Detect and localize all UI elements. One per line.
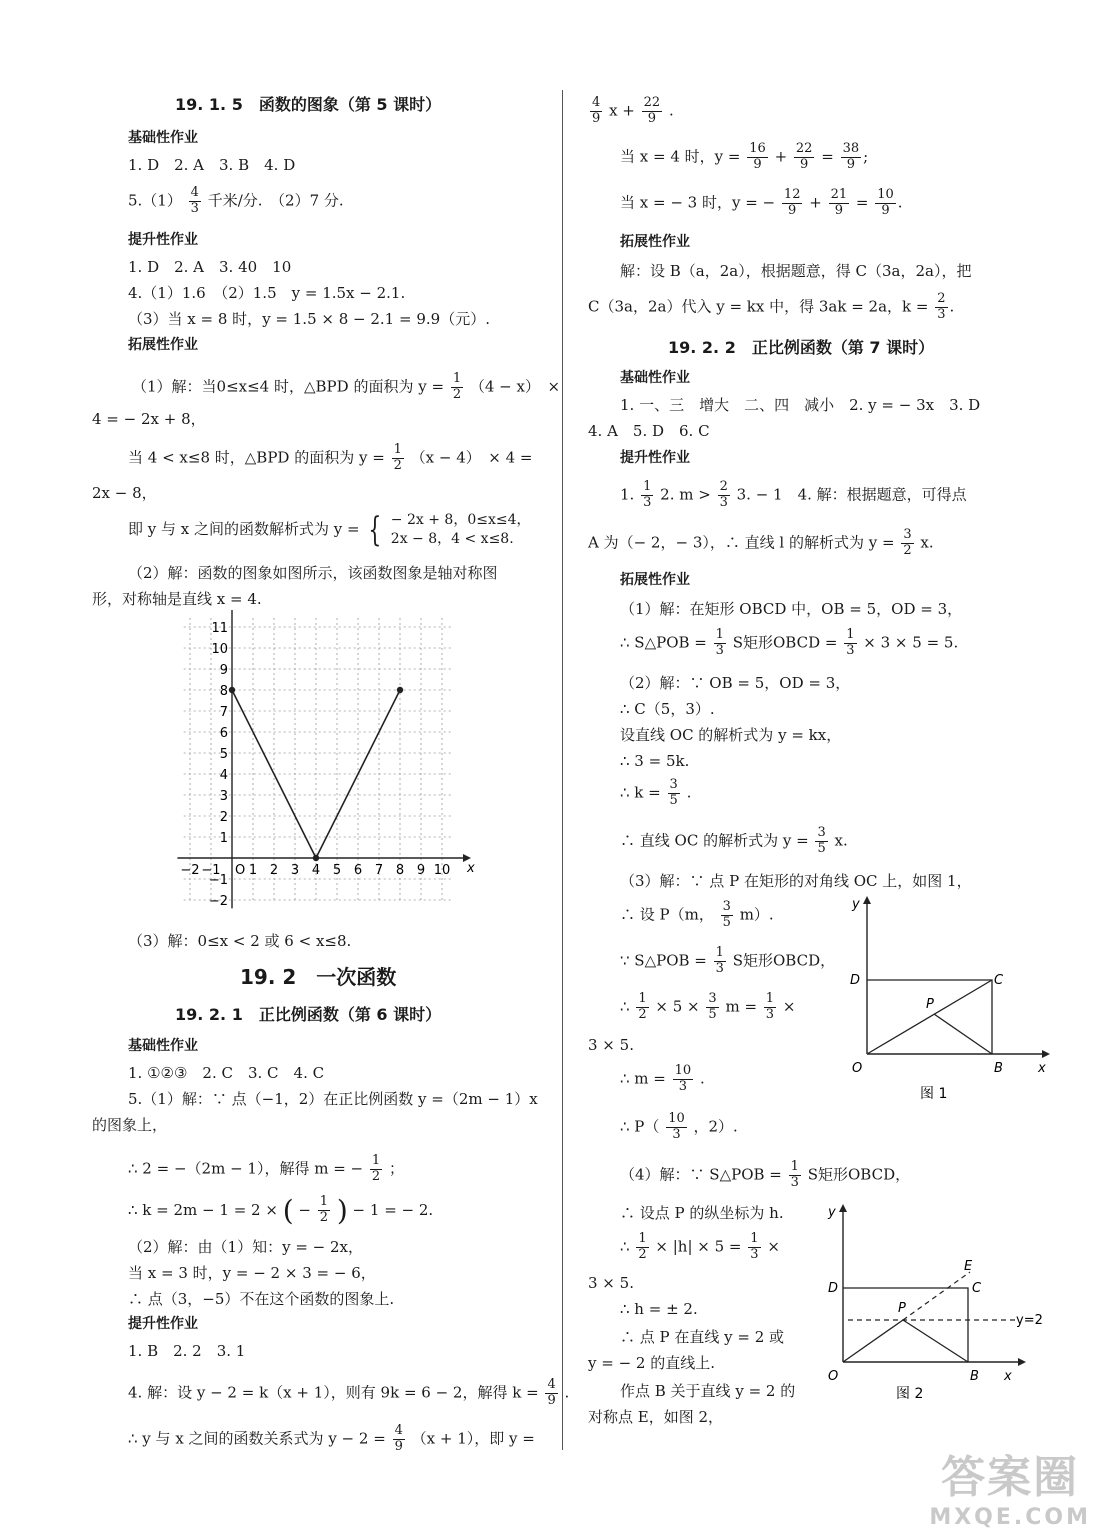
paren-open: ( [282,1194,294,1227]
fraction [666,1112,687,1143]
fraction-4-3 [189,186,201,217]
text: ∴ k = 2m − 1 = 2 × [128,1200,278,1219]
q5-prefix: 5.（1） [128,191,182,210]
text: x. [920,533,934,552]
frac-denominator: 3 [750,1246,759,1262]
text: x. [834,831,848,850]
fraction-half [392,443,404,474]
x-tick-label: −1 [201,863,221,878]
text: 当 x = − 3 时，y = − [620,193,776,212]
text: 3. − 1 4. 解：根据题意，可得点 [736,485,967,504]
frac-denominator: 2 [638,1246,647,1262]
figure-2 [818,1200,1058,1410]
origin-label: O [235,863,246,878]
text: 当 x = 4 时，y = [620,147,741,166]
x-tick-label: 3 [290,863,300,878]
frac-numerator: 1 [765,991,775,1006]
fig2-label-e: E [964,1259,973,1274]
frac-numerator: 1 [643,479,652,494]
text: x + [609,101,635,120]
function-point [397,687,403,693]
text: 当 4 < x≤8 时，△BPD 的面积为 y = [128,448,385,467]
text: 2. m > [660,485,711,504]
basic2-line-1: 1. ①②③ 2. C 3. C 4. C [128,1064,325,1082]
text: × [767,1237,780,1256]
x-tick-label: 2 [269,863,279,878]
fraction [636,1232,648,1263]
basic-homework-heading-r: 基础性作业 [620,370,690,386]
fig2-label-y: y [828,1205,836,1220]
fraction-4-9 [545,1378,557,1409]
right-ext-1: （1）解：在矩形 OBCD 中，OB = 5，OD = 3， [620,600,963,618]
y-tick-label: 2 [219,810,228,825]
fraction-half [451,372,463,403]
frac-numerator: 21 [830,187,848,202]
fig1-caption: 图 1 [920,1086,948,1102]
fraction [935,292,947,323]
text: × [782,997,796,1016]
y-tick-label: 4 [219,768,228,783]
improve2-line-1: 1. B 2. 2 3. 1 [128,1342,246,1360]
text: 4. 解：设 y − 2 = k（x + 1），则有 9k = 6 − 2，解得 k = [128,1383,539,1402]
text: . [686,783,692,802]
extend-line-3 [128,443,532,474]
right-basic-line-1: 1. 一、三 增大 二、四 减小 2. y = − 3x 3. D [620,396,981,414]
frac-denominator: 9 [753,156,762,172]
fraction [673,1064,694,1095]
text: ∴ S△POB = [620,633,707,652]
fraction [748,1232,760,1263]
fig2-label-b: B [970,1369,979,1384]
right-ext-7 [620,778,691,809]
q5-answer [128,186,344,217]
fraction [782,188,803,219]
fig1-label-y: y [852,897,860,912]
text: A 为（− 2，− 3），∴ 直线 l 的解析式为 y = [588,533,895,552]
y-tick-label: 7 [219,705,228,720]
improve-homework-heading-r: 提升性作业 [620,450,690,466]
frac-numerator: 2 [937,291,946,306]
text: × 5 × [655,997,700,1016]
frac-numerator: 1 [790,1159,799,1174]
right-ext-6: ∴ 3 = 5k. [620,752,690,770]
right-ext-2 [620,628,958,659]
y-tick-label: 1 [219,831,228,846]
text: ； [388,1159,404,1178]
frac-numerator: 1 [715,627,724,642]
text: （1）解：当0≤x≤4 时，△BPD 的面积为 y = [132,377,445,396]
fraction [668,778,680,809]
frac-numerator: 1 [846,627,855,642]
fig2-label-c: C [972,1281,982,1296]
frac-denominator: 9 [647,110,657,126]
frac-numerator: 2 [719,479,728,494]
graph-ticks [180,621,450,909]
text: ∴ 直线 OC 的解析式为 y = [620,831,809,850]
frac-numerator: 4 [394,1423,403,1438]
right-basic-line-2: 4. A 5. D 6. C [588,422,710,440]
right-ext-20: ∴ h = ± 2. [620,1300,698,1318]
right-ext-14 [620,1064,705,1095]
basic2-q5-b: 的图象上， [92,1116,168,1134]
fraction [721,900,733,931]
right-ext-4: ∴ C（5，3）. [620,700,715,718]
fraction [841,142,862,173]
y-tick-label: 10 [211,642,228,657]
y-tick-label: −2 [208,894,228,909]
watermark-logo [929,1441,1091,1530]
fig2-dashed-pe [903,1272,970,1320]
frac-numerator: 1 [319,1194,329,1210]
right-ext-16 [620,1160,910,1191]
right-ext-21: ∴ 点 P 在直线 y = 2 或 [620,1328,785,1346]
text: ∴ y 与 x 之间的函数关系式为 y − 2 = [128,1429,386,1448]
frac-denominator: 3 [846,642,855,658]
text: ∴ [620,997,630,1016]
fig2-caption: 图 2 [896,1386,924,1402]
function-point [313,855,319,861]
text: （4）解：∵ S△POB = [620,1165,782,1184]
x-tick-label: 4 [311,863,321,878]
right-ext-12 [620,992,795,1023]
extend-line-2: 4 = − 2x + 8， [92,410,206,428]
frac-denominator: 3 [790,1174,799,1190]
text: ∴ P（ [620,1117,660,1136]
right-improve-line-2 [588,528,934,559]
fraction [636,992,648,1023]
frac-numerator: 1 [638,991,647,1006]
fraction [764,992,776,1023]
extend-homework-heading-r2: 拓展性作业 [620,572,690,588]
x-tick-label: 9 [416,863,426,878]
fig1-label-x: x [1038,1061,1046,1076]
section-title-19-1-5: 19. 1. 5 函数的图象（第 5 课时） [175,95,442,114]
improve-line-2: 4.（1）1.6 （2）1.5 y = 1.5x − 2.1. [128,284,406,302]
frac-numerator: 1 [638,1231,647,1246]
extend-line-8: （3）解：0≤x < 2 或 6 < x≤8. [128,932,352,950]
fraction [714,946,726,977]
frac-denominator: 2 [319,1210,329,1226]
text: − 1 = − 2. [352,1200,434,1219]
y-tick-label: 11 [211,621,228,636]
x-tick-label: 1 [248,863,258,878]
watermark-small: MXQE.COM [929,1505,1091,1530]
text: 即 y 与 x 之间的函数解析式为 y = [128,519,360,538]
fraction [829,188,850,219]
frac-denominator: 2 [903,542,912,558]
text: . [699,1069,705,1088]
function-point [229,687,235,693]
frac-numerator: 10 [877,187,894,202]
fig1-label-o: O [852,1061,863,1076]
frac-denominator: 9 [788,202,797,218]
text: × 3 × 5 = 5. [863,633,959,652]
y-tick-label: 6 [219,726,228,741]
text: ∴ 2 = −（2m − 1），解得 m = − [128,1159,364,1178]
right-improve-line-1 [620,480,967,511]
q5-suffix: 千米/分. （2）7 分. [207,191,344,210]
extend-line-4: 2x − 8， [92,484,157,502]
frac-denominator: 3 [672,1126,681,1142]
frac-denominator: 3 [715,960,724,976]
frac-denominator: 9 [846,156,855,172]
frac-denominator: 2 [452,386,462,402]
fig2-segment-op [843,1320,903,1362]
frac-numerator: 1 [452,371,462,386]
right-ext-3: （2）解：∵ OB = 5，OD = 3， [620,674,851,692]
function-graph [170,610,480,930]
column-divider [562,90,563,1450]
fraction-half [370,1154,382,1185]
right-line-2: 当 x = 4 时，y = $\frac{16}{9}$ + $\frac{22}{9}$ = $\frac{38}{9}$ ; [620,141,869,172]
text: ∴ m = [620,1069,666,1088]
right-ext-9: （3）解：∵ 点 P 在矩形的对角线 OC 上，如图 1， [620,872,972,890]
frac-numerator: 3 [708,991,717,1006]
frac-denominator: 3 [715,642,724,658]
frac-denominator: 5 [817,840,826,856]
text: （x − 4） × 4 = [410,448,533,467]
text: S矩形OBCD， [807,1165,911,1184]
fraction [714,628,726,659]
fig2-segment-pb [903,1320,968,1362]
x-tick-label: 10 [433,863,451,878]
frac-numerator: 3 [669,777,678,792]
text: S矩形OBCD， [732,951,836,970]
frac-denominator: 9 [592,110,601,126]
basic2-q5-a: 5.（1）解：∵ 点（−1，2）在正比例函数 y =（2m − 1）x [128,1090,538,1108]
frac-denominator: 2 [371,1168,381,1184]
y-tick-label: 9 [219,663,228,678]
frac-numerator: 22 [795,141,813,156]
right-line-1 [588,96,674,127]
fig2-label-o: O [828,1369,839,1384]
text: （4 − x） × [469,377,561,396]
frac-numerator: 4 [547,1377,556,1392]
text: （x + 1），即 y = [411,1429,535,1448]
frac-denominator: 5 [708,1006,717,1022]
frac-denominator: 9 [800,156,809,172]
text: . [564,1383,570,1402]
fraction [794,142,815,173]
left-brace: { [368,509,382,550]
text: ∴ [620,1237,630,1256]
frac-denominator: 9 [394,1438,403,1454]
frac-denominator: 2 [638,1006,647,1022]
y-tick-label: 8 [219,684,228,699]
extend-line-6: （2）解：函数的图象如图所示，该函数图象是轴对称图 [128,564,498,582]
fraction [815,826,827,857]
frac-denominator: 3 [643,494,652,510]
text: ，2）. [693,1117,738,1136]
fraction [844,628,856,659]
fraction [875,188,896,219]
frac-denominator: 9 [547,1392,556,1408]
improve-homework-heading-2: 提升性作业 [128,1316,198,1332]
fraction [642,96,663,127]
improve-line-1: 1. D 2. A 3. 40 10 [128,258,292,276]
fig1-label-p: P [926,997,934,1012]
piece-2: 2x − 8，4 < x≤8. [390,530,514,547]
frac-numerator: 4 [592,95,601,110]
x-axis-label: x [467,861,475,876]
text: . [668,101,674,120]
right-ext-10 [620,900,774,931]
fig2-rectangle [843,1288,968,1362]
right-line-3: 当 x = − 3 时，y = − $\frac{12}{9}$ + $\frac{21}{9}$ = $\frac{10}{9}$ . [620,187,903,218]
x-tick-label: −2 [180,863,200,878]
frac-numerator: 16 [749,141,766,156]
section-title-19-2-1: 19. 2. 1 正比例函数（第 6 课时） [175,1005,442,1024]
fraction [590,96,602,127]
frac-denominator: 3 [937,306,946,322]
right-ext-8 [620,826,848,857]
frac-denominator: 5 [722,914,731,930]
text: m）. [739,905,774,924]
frac-denominator: 9 [834,202,843,218]
fig1-x-arrow [1042,1050,1050,1058]
fraction [641,480,653,511]
text: − [298,1200,311,1219]
frac-numerator: 10 [668,1111,685,1126]
frac-numerator: 22 [643,95,661,110]
improve2-line-5 [128,1424,535,1455]
frac-numerator: 3 [722,899,731,914]
text: m = [725,997,758,1016]
x-tick-label: 7 [374,863,384,878]
fig2-label-p: P [898,1301,906,1316]
right-line-4: 解：设 B（a，2a），根据题意，得 C（3a，2a），把 [620,262,972,280]
basic-homework-heading-2: 基础性作业 [128,1038,198,1054]
figure-1 [842,892,1052,1112]
improve-homework-heading: 提升性作业 [128,232,198,248]
frac-numerator: 1 [393,442,402,457]
frac-denominator: 9 [881,202,890,218]
frac-denominator: 3 [765,1006,775,1022]
fig1-y-arrow [863,896,871,904]
fraction [901,528,913,559]
extend-line-7: 形，对称轴是直线 x = 4. [92,590,262,608]
fraction [789,1160,801,1191]
text: × |h| × 5 = [655,1237,742,1256]
x-tick-label: 8 [395,863,405,878]
text: ∴ 设 P（m， [620,905,714,924]
right-ext-17: ∴ 设点 P 的纵坐标为 h. [620,1204,784,1222]
right-ext-18 [620,1232,780,1263]
frac-denominator: 3 [678,1078,688,1094]
right-ext-23: 作点 B 关于直线 y = 2 的 [620,1382,796,1400]
piece-stack [391,511,531,549]
extend-homework-heading: 拓展性作业 [128,337,198,353]
fig2-y-arrow [839,1204,847,1212]
frac-denominator: 5 [669,792,678,808]
extend-line-1 [132,372,560,403]
fraction [747,142,768,173]
right-ext-15 [620,1112,738,1143]
frac-denominator: 2 [393,457,402,473]
right-ext-24: 对称点 E，如图 2， [588,1408,724,1426]
fig1-label-b: B [994,1061,1003,1076]
basic2-q5-g: ∴ 点（3，−5）不在这个函数的图象上. [128,1290,395,1308]
frac-numerator: 1 [750,1231,759,1246]
right-ext-22: y = − 2 的直线上. [588,1354,715,1372]
fig2-label-x: x [1004,1369,1012,1384]
paren-close: ) [336,1194,348,1227]
basic2-q5-d [128,1194,433,1228]
basic-homework-heading: 基础性作业 [128,130,198,146]
text: ∵ S△POB = [620,951,707,970]
improve2-line-4 [128,1378,569,1409]
basic2-q5-f: 当 x = 3 时，y = − 2 × 3 = − 6， [128,1264,376,1282]
improve-line-3: （3）当 x = 8 时，y = 1.5 × 8 − 2.1 = 9.9（元）. [128,310,490,328]
y-tick-label: 3 [219,789,228,804]
text: ∴ k = [620,783,661,802]
frac-numerator: 12 [783,187,801,202]
right-ext-19: 3 × 5. [588,1274,634,1292]
basic2-q5-c [128,1154,404,1185]
y-tick-label: 5 [219,747,228,762]
fig2-label-d: D [828,1281,839,1296]
text: 1. [620,485,635,504]
fig1-segment-pb [934,1014,992,1054]
fraction [706,992,718,1023]
extend-homework-heading-r: 拓展性作业 [620,234,690,250]
piece-1: − 2x + 8，0≤x≤4， [390,512,531,528]
frac-numerator: 3 [903,527,912,542]
frac-numerator: 10 [674,1063,692,1078]
right-line-5: C（3a，2a）代入 y = kx 中，得 3ak = 2a，k = $\frac{2}{3}$ . [588,291,955,322]
fig1-label-c: C [994,973,1004,988]
basic-answers-line: 1. D 2. A 3. B 4. D [128,156,296,174]
frac-numerator: 3 [817,825,826,840]
fraction-half [318,1195,330,1226]
fig2-x-arrow [1018,1358,1026,1366]
frac-numerator: 1 [371,1153,381,1168]
frac-denominator: 3 [190,200,199,216]
section-title-19-2: 19. 2 一次函数 [240,965,397,989]
fig1-label-d: D [850,973,861,988]
frac-numerator: 38 [842,141,860,156]
piecewise-function [128,511,531,549]
x-tick-label: 6 [353,863,363,878]
text: C（3a，2a）代入 y = kx 中，得 3ak = 2a，k = [588,297,929,316]
text: S矩形OBCD = [732,633,838,652]
watermark-big: 答案圈 [941,1452,1080,1503]
fraction-4-9 [393,1424,405,1455]
x-tick-label: 5 [332,863,342,878]
right-ext-11 [620,946,835,977]
basic2-q5-e: （2）解：由（1）知：y = − 2x， [128,1238,364,1256]
fig1-diagonal-oc [867,980,992,1054]
y-tick-label: −1 [208,873,228,888]
frac-denominator: 3 [719,494,728,510]
fraction [718,480,730,511]
right-ext-5: 设直线 OC 的解析式为 y = kx， [620,726,842,744]
fig2-label-y2: y=2 [1016,1313,1043,1328]
frac-numerator: 4 [190,185,199,200]
right-ext-13: 3 × 5. [588,1036,634,1054]
frac-numerator: 1 [715,945,724,960]
section-title-19-2-2: 19. 2. 2 正比例函数（第 7 课时） [668,338,935,357]
